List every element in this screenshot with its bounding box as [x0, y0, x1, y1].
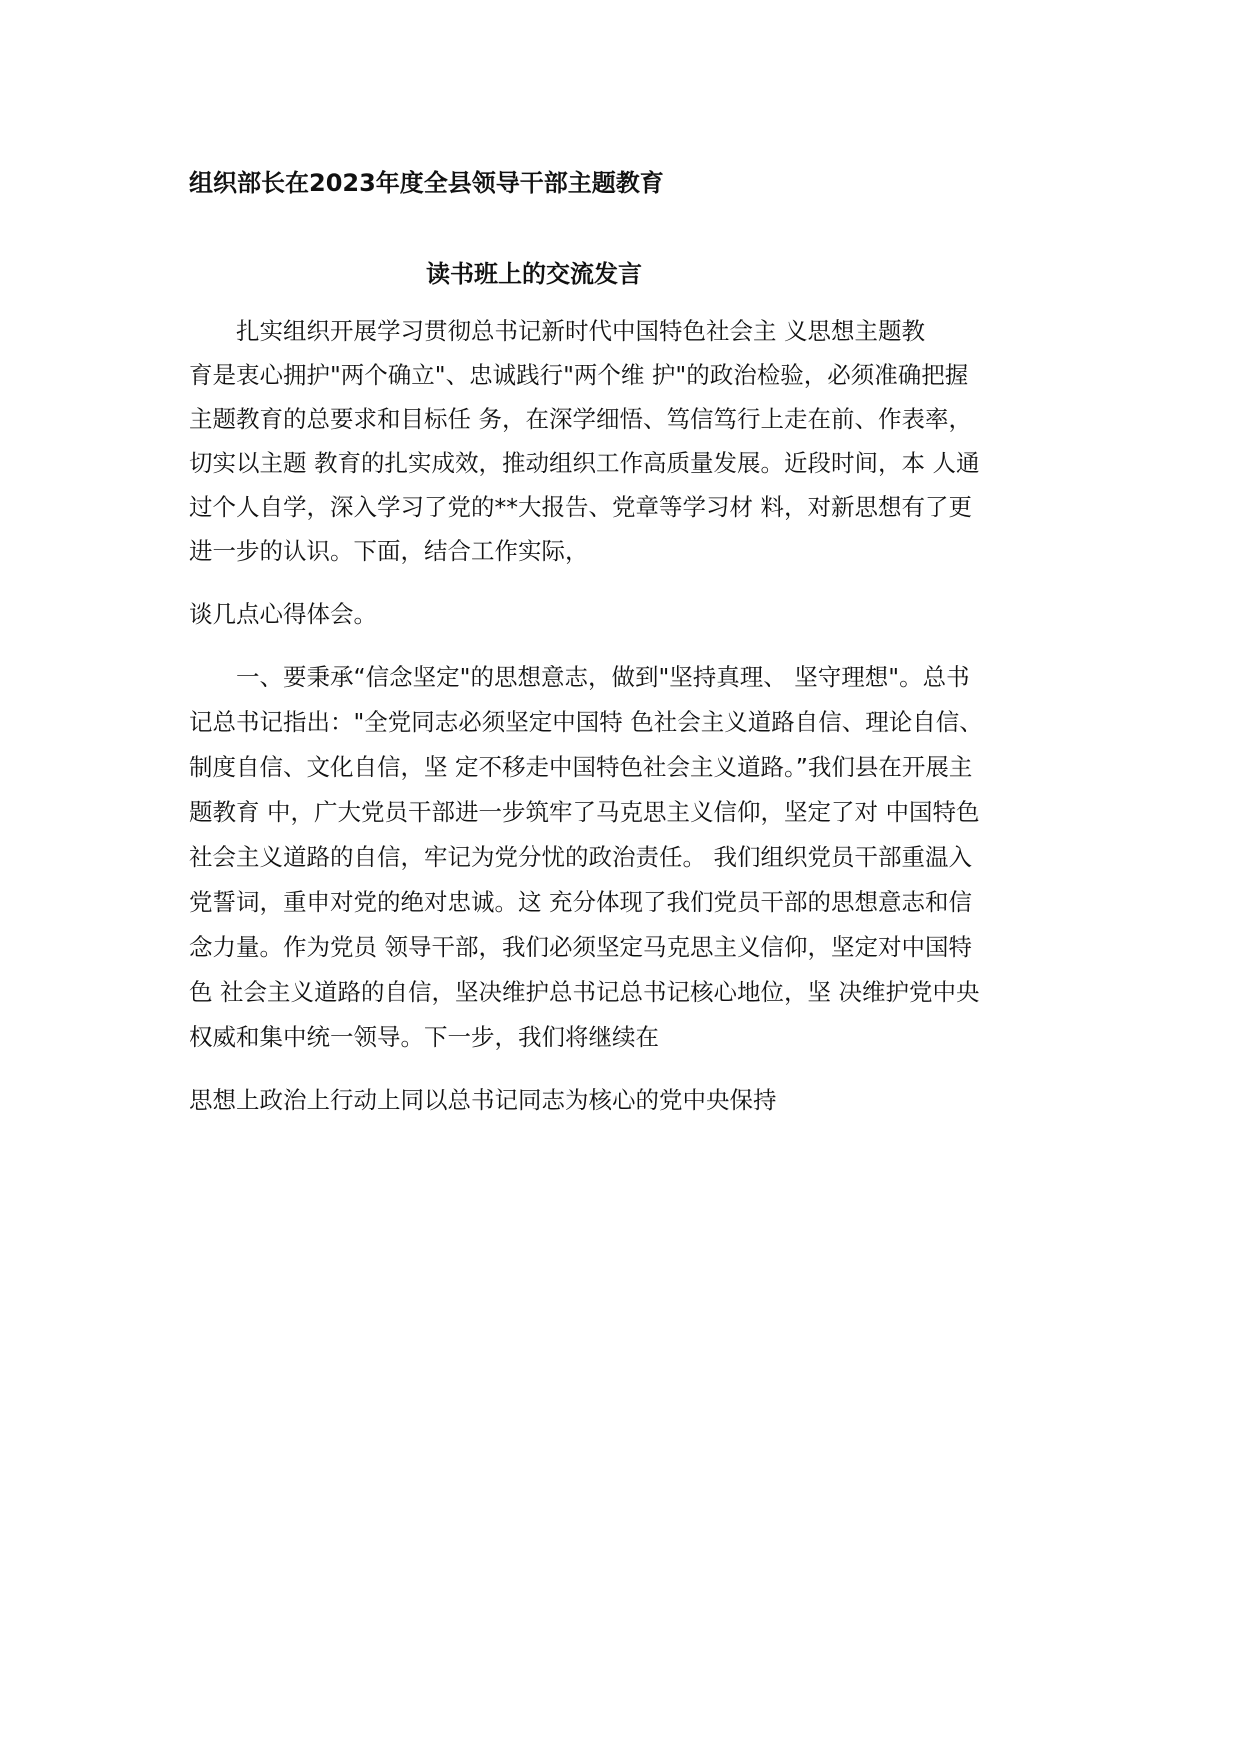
body-text-line: 一、要秉承“信念坚定"的思想意志，做到"坚持真理、 坚守理想"。总书 [189, 663, 970, 691]
body-text-line: 扎实组织开展学习贯彻总书记新时代中国特色社会主 义思想主题教 [189, 317, 925, 345]
body-text-line: 育是衷心拥护"两个确立"、忠诚践行"两个维 护"的政治检验，必须准确把握 [189, 361, 969, 389]
document-title-line-1: 组织部长在2023年度全县领导干部主题教育 [189, 169, 664, 197]
body-text-line: 谈几点心得体会。 [189, 600, 377, 628]
body-text-line: 切实以主题 教育的扎实成效，推动组织工作高质量发展。近段时间，本 人通 [189, 449, 980, 477]
body-text-line: 念力量。作为党员 领导干部，我们必须坚定马克思主义信仰，坚定对中国特 [189, 933, 972, 961]
body-text-line: 记总书记指出："全党同志必须坚定中国特 色社会主义道路自信、理论自信、 [189, 708, 983, 736]
body-text-line: 色 社会主义道路的自信，坚决维护总书记总书记核心地位，坚 决维护党中央 [189, 978, 980, 1006]
body-text-line: 过个人自学，深入学习了党的**大报告、党章等学习材 料，对新思想有了更 [189, 493, 972, 521]
body-text-line: 题教育 中，广大党员干部进一步筑牢了马克思主义信仰，坚定了对 中国特色 [189, 798, 980, 826]
body-text-line: 主题教育的总要求和目标任 务，在深学细悟、笃信笃行上走在前、作表率， [189, 405, 972, 433]
body-text-line: 制度自信、文化自信，坚 定不移走中国特色社会主义道路。”我们县在开展主 [189, 753, 973, 781]
body-text-line: 党誓词，重申对党的绝对忠诚。这 充分体现了我们党员干部的思想意志和信 [189, 888, 972, 916]
body-text-line: 进一步的认识。下面，结合工作实际， [189, 537, 589, 565]
body-text-line: 社会主义道路的自信，牢记为党分忧的政治责任。 我们组织党员干部重温入 [189, 843, 972, 871]
document-title-line-2: 读书班上的交流发言 [426, 260, 642, 288]
body-text-line: 思想上政治上行动上同以总书记同志为核心的党中央保持 [189, 1086, 777, 1114]
body-text-line: 权威和集中统一领导。下一步，我们将继续在 [189, 1023, 659, 1051]
